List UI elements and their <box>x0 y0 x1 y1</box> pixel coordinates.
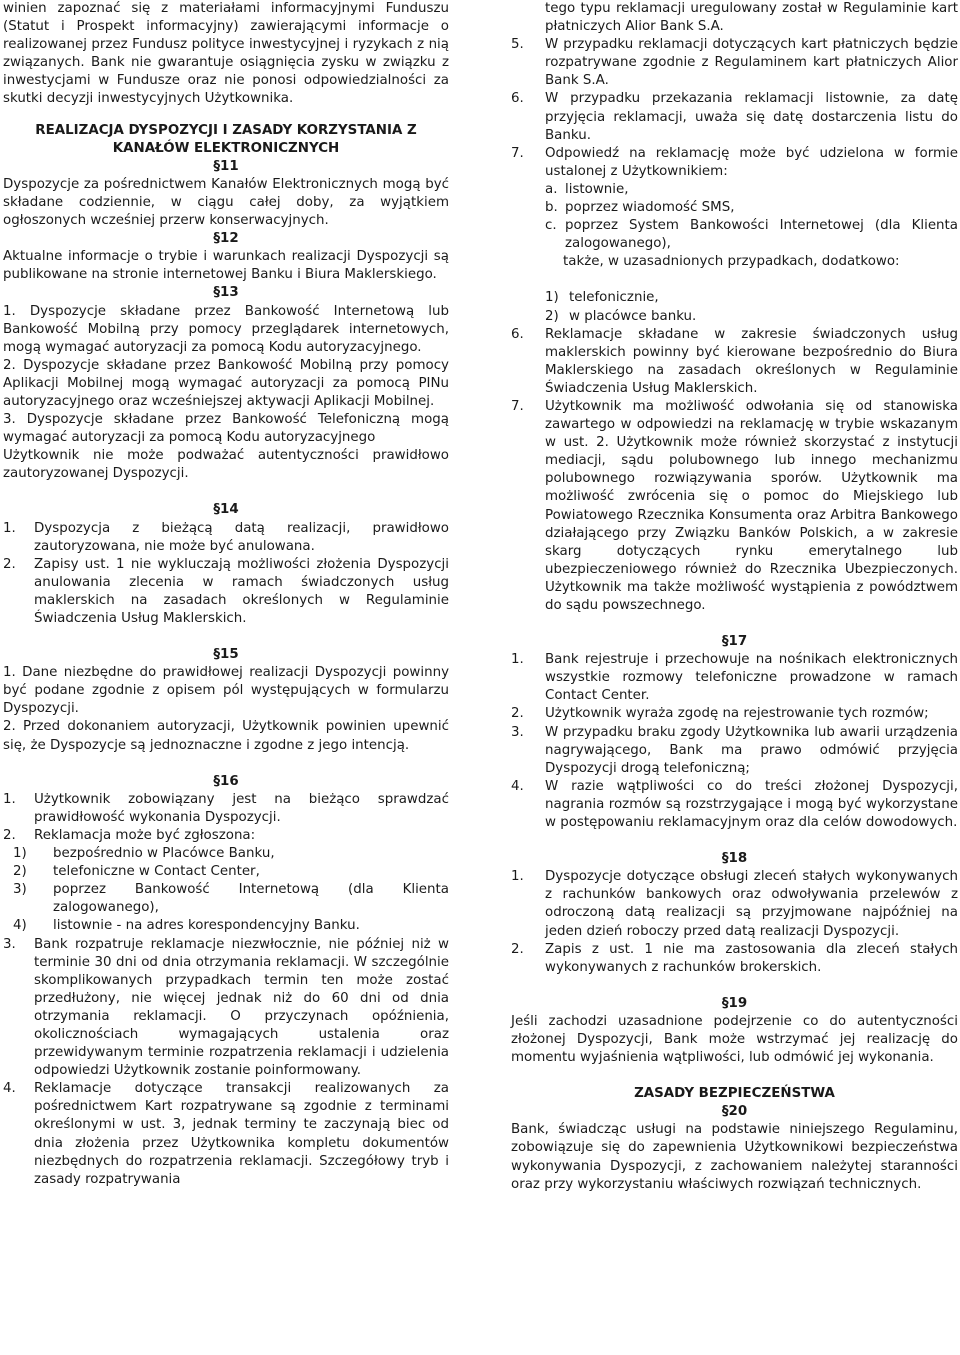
list-item-number: 1. <box>3 520 16 536</box>
section-15-paragraph-2: 2. Przed dokonaniem autoryzacji, Użytkownik powinien upewnić się, że Dyspozycje są jednoznaczne i zgodne z jego intencją. <box>3 719 449 753</box>
list-item-text: Bank rejestruje i przechowuje na nośnikach elektronicznych wszystkie rozmowy telefoniczne prowadzone w ramach Contact Center. <box>545 652 958 704</box>
list-item-number: 3. <box>3 936 16 952</box>
list-item-number: 2. <box>3 556 16 572</box>
letter-list-item-text: listownie, <box>565 181 629 197</box>
list-item <box>511 398 958 615</box>
section-heading-security: ZASADY BEZPIECZEŃSTWA <box>634 1086 835 1102</box>
list-item <box>511 145 958 181</box>
list-item-text: Reklamacje dotyczące transakcji realizowanych za pośrednictwem Kart rozpatrywane są zgodnie z terminami określonymi w ust. 3, jednak terminy te zaczynają biec od dnia złożenia przez Użytkownika kompletu dokumentów niezbędnych do rozpatrzenia reklamacji. Szczegółowy tryb i zasady rozpatrywania <box>34 1081 449 1187</box>
spacer <box>511 615 958 633</box>
letter-list-item-text: poprzez wiadomość SMS, <box>565 200 735 216</box>
section-14-num: 14 <box>220 502 239 518</box>
spacer <box>511 977 958 995</box>
list-item <box>511 868 958 940</box>
list-item <box>3 1080 449 1189</box>
section-20-number: §20 <box>721 1104 748 1120</box>
sub-list-item <box>13 881 449 917</box>
list-item <box>511 724 958 778</box>
section-16-number: §16 <box>213 773 239 789</box>
section-17-number: §17 <box>721 634 748 650</box>
list-item-text: Zapis z ust. 1 nie ma zastosowania dla zleceń stałych wykonywanych z rachunków brokerskich. <box>545 941 958 975</box>
section-heading-realizacja: REALIZACJA DYSPOZYCJI I ZASADY KORZYSTANIA Z KANAŁÓW ELEKTRONICZNYCH <box>35 122 417 156</box>
list-item <box>511 36 958 90</box>
section-19-num: 19 <box>728 995 748 1011</box>
section-13-num: 13 <box>220 285 239 301</box>
list-item-text: Dyspozycje dotyczące obsługi zleceń stałych wykonywanych z rachunków bankowych oraz odwoływania przelewów z odroczoną datą realizacji są przyjmowane najpóźniej na jeden dzień roboczy przed datą realizacji Dyspozycji. <box>545 869 958 939</box>
list-item-text: Bank rozpatruje reklamacje niezwłocznie, nie później niż w terminie 30 dni od dnia otrzymania reklamacji. W szczególnie skomplikowanych przypadkach termin ten może zostać przedłużony, nie więcej jednak niż do 60 dni od dnia otrzymania reklamacji. O przyczynach opóźnienia, okolicznościach wymagających ustalenia oraz przewidywanym terminie rozpatrzenia reklamacji i udzielenia odpowiedzi Użytkownik zostanie poinformowany. <box>34 936 449 1079</box>
letter-list-item-letter: c. <box>545 218 557 234</box>
sub-list-item-text: telefoniczne w Contact Center, <box>53 864 260 880</box>
list-item-text: W przypadku przekazania reklamacji listownie, za datę przyjęcia reklamacji, uważa się datę dostarczenia listu do Banku. <box>545 91 958 143</box>
continued-paragraph: tego typu reklamacji uregulowany został w Regulaminie kart płatniczych Alior Bank S.A. <box>545 1 958 35</box>
section-11-text: Dyspozycje za pośrednictwem Kanałów Elektronicznych mogą być składane codziennie, w ciągu całej doby, za wyjątkiem ogłoszonych wcześniej przerw konserwacyjnych. <box>3 176 449 229</box>
list-item-text: Dyspozycja z bieżącą datą realizacji, prawidłowo zautoryzowana, nie może być anulowana. <box>34 520 449 554</box>
list-item-text: Użytkownik ma możliwość odwołania się od stanowiska zawartego w odpowiedzi na reklamację w trybie wskazanym w ust. 2. Użytkownik może również skorzystać z instytucji mediacji, sądu polubownego lub innego mechanizmu polubownego rozwiązywania sporów. Użytkownik ma możliwość zwrócenia się o pomoc do Miejskiego lub Powiatowego Rzecznika Konsumenta oraz Arbitra Bankowego działającego przy Związku Banków Polskich, a w zakresie skarg dotyczących rynku emerytalnego lub ubezpieczeniowego również do Rzecznika Ubezpieczonych. Użytkownik ma także możliwość wystąpienia z powództwem do sądu powszechnego. <box>545 398 958 613</box>
sub-list-item-number: 2) <box>13 864 27 880</box>
sub-list-item <box>545 308 958 326</box>
spacer <box>3 755 449 773</box>
list-item-text: Odpowiedź na reklamację może być udzielona w formie ustalonej z Użytkownikiem: <box>545 145 958 179</box>
list-item-number: 7. <box>511 398 524 414</box>
list-item-number: 4. <box>3 1081 16 1097</box>
list-item <box>3 556 449 628</box>
section-18-num: 18 <box>728 851 748 867</box>
list-item-number: 2. <box>3 827 16 843</box>
section-15-number: §15 <box>213 647 239 663</box>
sub-list-item-text: bezpośrednio w Placówce Banku, <box>53 846 275 862</box>
spacer <box>3 483 449 501</box>
spacer <box>511 1067 958 1085</box>
list-item-number: 7. <box>511 145 524 161</box>
sub-list-item-text: w placówce banku. <box>569 308 697 324</box>
sub-list-item-number: 3) <box>13 882 27 898</box>
section-15-paragraph-1: 1. Dane niezbędne do prawidłowej realizacji Dyspozycji powinny być podane zgodnie z opisem pól występujących w formularzu Dyspozycji. <box>3 665 449 717</box>
sub-list-item-number: 1) <box>545 290 559 306</box>
list-item-number: 1. <box>511 652 524 668</box>
letter-list-item-letter: a. <box>545 181 558 197</box>
list-item-text: W przypadku reklamacji dotyczących kart płatniczych będzie rozpatrywane zgodnie z Regulaminem kart płatniczych Alior Bank S.A. <box>545 37 958 89</box>
section-12-num: 12 <box>220 231 239 247</box>
section-18-number: §18 <box>721 851 748 867</box>
list-item-number: 2. <box>511 706 524 722</box>
response-form-list <box>511 181 958 253</box>
section-20-text: Bank, świadcząc usługi na podstawie niniejszego Regulaminu, zobowiązuje się do zapewnienia Użytkownikowi bezpieczeństwa wykonywania Dyspozycji, z zachowaniem należytej staranności oraz przy wykorzystaniu właściwych rozwiązań technicznych. <box>511 1122 958 1192</box>
spacer <box>511 832 958 850</box>
letter-list-item <box>545 199 958 217</box>
list-item-number: 2. <box>511 941 524 957</box>
list-item-text: Użytkownik zobowiązany jest na bieżąco sprawdzać prawidłowość wykonania Dyspozycji. <box>34 791 449 825</box>
section-13-paragraph-3: 3. Dyspozycje składane przez Bankowość Telefoniczną mogą wymagać autoryzacji za pomocą Kodu autoryzacyjnego <box>3 412 449 446</box>
section-13-paragraph-4: Użytkownik nie może podważać autentyczności prawidłowo zautoryzowanej Dyspozycji. <box>3 448 449 482</box>
section-15-num: 15 <box>220 647 239 663</box>
letter-list-item <box>545 181 958 199</box>
list-item <box>3 827 449 845</box>
section-11-num: 11 <box>220 158 239 174</box>
section-11-number: §11 <box>213 158 239 174</box>
list-item <box>3 520 449 556</box>
list-item-number: 4. <box>511 778 524 794</box>
sub-list-item-text: listownie - na adres korespondencyjny Banku. <box>53 918 360 934</box>
list-item-number: 6. <box>511 326 524 342</box>
section-13-number: §13 <box>213 285 239 301</box>
list-item <box>511 778 958 832</box>
sub-list-item <box>545 289 958 307</box>
list-item <box>511 705 958 723</box>
additional-forms-list <box>511 289 958 325</box>
section-13-paragraph-1: 1. Dyspozycje składane przez Bankowość Internetową lub Bankowość Mobilną przy pomocy przeglądarek internetowych, mogą wymagać autoryzacji za pomocą Kodu autoryzacyjnego. <box>3 303 449 355</box>
letter-list-item-letter: b. <box>545 200 558 216</box>
list-item-text: W razie wątpliwości co do treści złożonej Dyspozycji, nagrania rozmów są rozstrzygające i mogą być wykorzystane w postępowaniu reklamacyjnym oraz dla celów dowodowych. <box>545 778 958 831</box>
sub-list-item-text: poprzez Bankowość Internetową (dla Klienta zalogowanego), <box>53 882 449 916</box>
spacer <box>3 628 449 646</box>
left-column <box>3 0 449 1189</box>
additional-forms-label: także, w uzasadnionych przypadkach, dodatkowo: <box>563 254 900 270</box>
list-item-text: W przypadku braku zgody Użytkownika lub awarii urządzenia nagrywającego, Bank ma prawo odmówić przyjęcia Dyspozycji drogą telefoniczną; <box>545 724 958 776</box>
complaint-channels-list <box>3 845 449 935</box>
section-14-number: §14 <box>213 502 239 518</box>
section-19-number: §19 <box>721 995 748 1011</box>
section-12-text: Aktualne informacje o trybie i warunkach realizacji Dyspozycji są publikowane na stronie internetowej Banku i Biura Maklerskiego. <box>3 249 449 283</box>
list-item-text: Zapisy ust. 1 nie wykluczają możliwości złożenia Dyspozycji anulowania zlecenia w ramach świadczonych usług maklerskich na zasadach określonych w Regulaminie Świadczenia Usług Maklerskich. <box>34 556 449 626</box>
list-item-text: Reklamacje składane w zakresie świadczonych usług maklerskich powinny być kierowane bezpośrednio do Biura Maklerskiego na zasadach określonych w Regulaminie Świadczenia Usług Maklerskich. <box>545 326 958 396</box>
list-item-number: 6. <box>511 91 524 107</box>
sub-list-item <box>13 917 449 935</box>
list-item <box>511 90 958 144</box>
list-item-text: Użytkownik wyraża zgodę na rejestrowanie tych rozmów; <box>545 706 929 722</box>
list-item <box>3 936 449 1081</box>
sub-list-item <box>13 845 449 863</box>
section-13-paragraph-2: 2. Dyspozycje składane przez Bankowość Mobilną przy pomocy Aplikacji Mobilnej mogą wymagać autoryzacji za pomocą PINu autoryzacyjnego oraz wcześniejszej aktywacji Aplikacji Mobilnej. <box>3 357 449 409</box>
sub-list-item <box>13 863 449 881</box>
list-item-number: 3. <box>511 724 524 740</box>
section-16-num: 16 <box>220 773 239 789</box>
sub-list-item-number: 1) <box>13 846 27 862</box>
letter-list-item <box>545 217 958 253</box>
sub-list-item-text: telefonicznie, <box>569 290 659 306</box>
section-20-num: 20 <box>728 1104 748 1120</box>
right-column <box>511 0 958 1194</box>
sub-list-item-number: 2) <box>545 308 559 324</box>
list-item-number: 1. <box>511 869 524 885</box>
list-item-number: 5. <box>511 37 524 53</box>
list-item-text: Reklamacja może być zgłoszona: <box>34 827 256 843</box>
list-item <box>511 651 958 705</box>
letter-list-item-text: poprzez System Bankowości Internetowej (dla Klienta zalogowanego), <box>565 218 958 252</box>
list-item-number: 1. <box>3 791 16 807</box>
section-17-num: 17 <box>728 634 748 650</box>
spacer <box>511 271 958 289</box>
section-12-number: §12 <box>213 231 239 247</box>
section-19-text: Jeśli zachodzi uzasadnione podejrzenie co do autentyczności złożonej Dyspozycji, Bank może wstrzymać jej realizację do momentu wyjaśnienia wątpliwości, lub odmówić jej wykonania. <box>511 1013 958 1066</box>
list-item <box>511 941 958 977</box>
list-item <box>511 326 958 398</box>
list-item <box>3 791 449 827</box>
intro-paragraph: winien zapoznać się z materiałami informacyjnymi Funduszu (Statut i Prospekt informacyjny) zawierającymi informacje o realizowanej przez Fundusz polityce inwestycyjnej i ryzykach z nią związanych. Bank nie gwarantuje osiągnięcia zysku w związku z inwestycjami w Fundusze oraz nie ponosi odpowiedzialności za skutki decyzji inwestycyjnych Użytkownika. <box>3 1 449 107</box>
sub-list-item-number: 4) <box>13 918 27 934</box>
